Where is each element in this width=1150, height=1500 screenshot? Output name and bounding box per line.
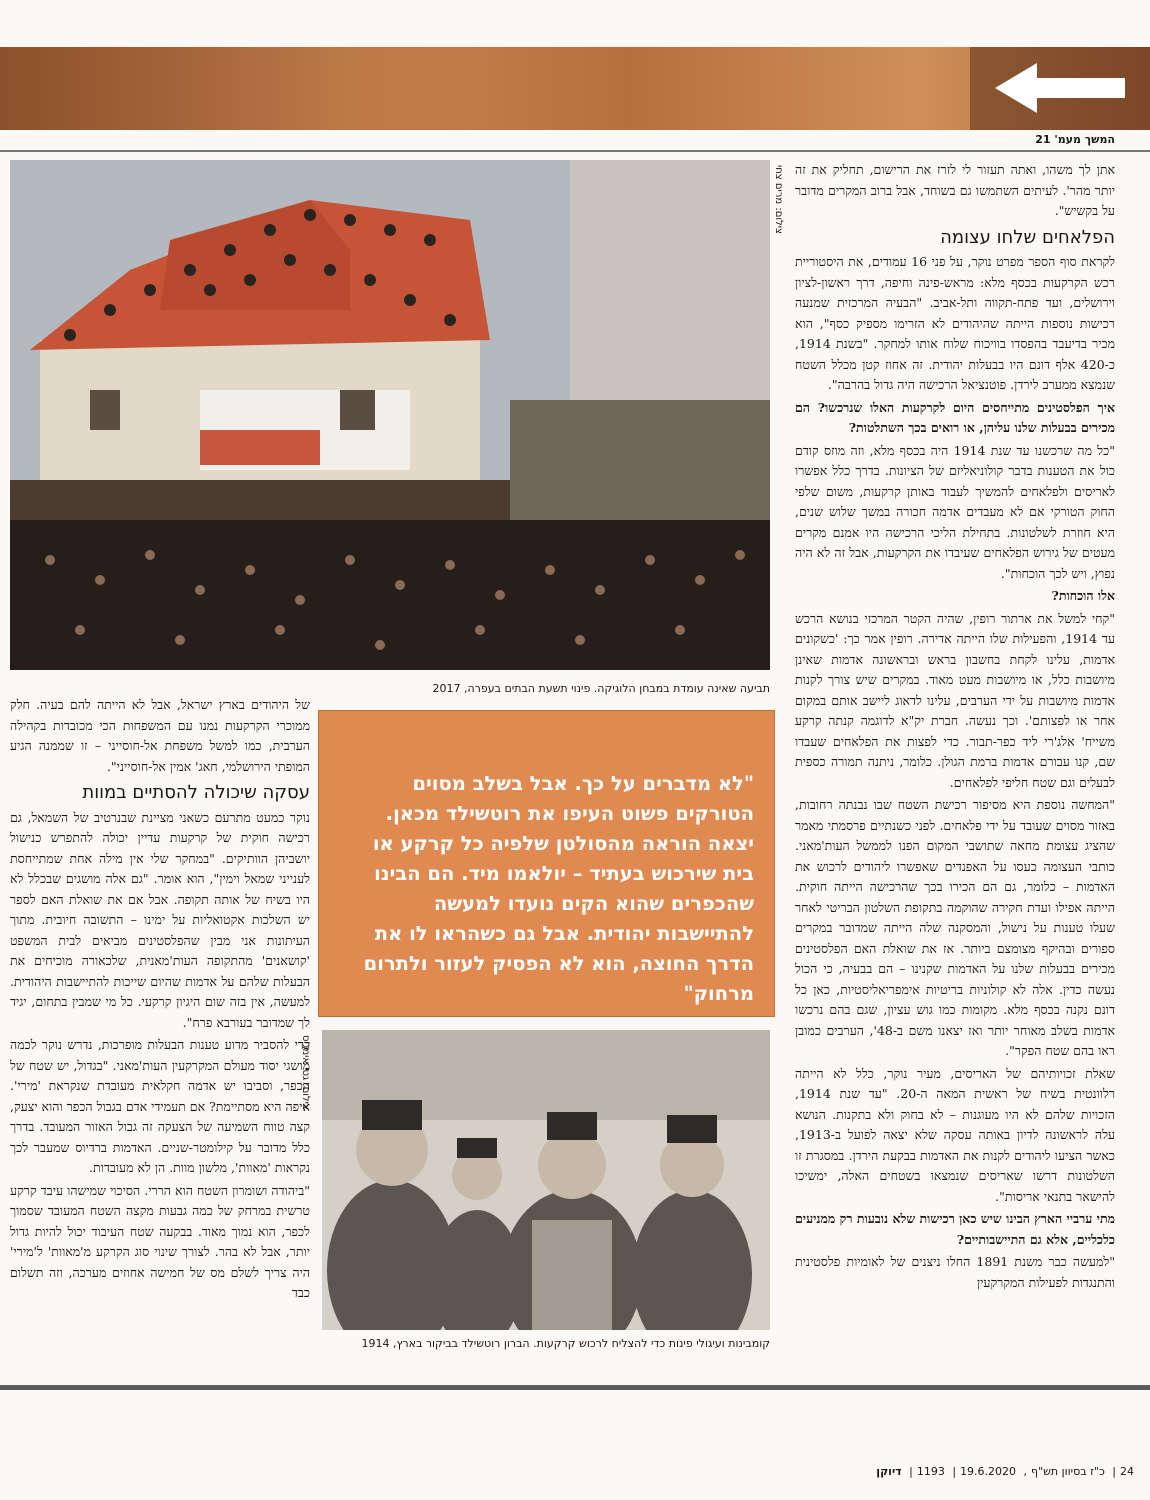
magazine-name: דיוקן — [876, 1465, 902, 1478]
paragraph: נוקר כמעט מתרעם כשאני מציינת שבנרטיב של השמאל, גם רכישה חוקית של קרקעות עדיין יכולה להתפרש כנישול יושביהן הוותיקים. "במחקר שלי אין מילה אחת שמתייחסת לענייני שמאל וימין", הוא אומר. "גם אלה מושגים שבכלל לא היו בשיח של אותה תקופה. אבל אם את שואלת האם לספר יש השלכות אקטואליות על ימינו – התשובה חיובית. מתוך העיתונות אני מבין שהפלסטינים מביאים לבית המשפט 'קושאנים' מהתקופה העות'מאנית, שלכאורה מוכיחים את הבעלות שלהם על אדמות שהיום שייכות להתיישבות היהודית. למעשה, אין בזה שום היגיון קרקעי. כל מי שמבין בתחום, יגיד לך שמדובר בעורבא פרח". — [10, 809, 310, 1030]
interview-question: מתי ערביי הארץ הבינו שיש כאן רכישות שלא נובעות רק ממניעים כלכליים, אלא גם התיישבותיים? — [795, 1211, 1115, 1247]
paragraph: "קחי למשל את ארתור רופין, שהיה הקטר המרכזי בנושא הרכש עד 1914, והפעילות שלו הייתה אדירה. רופין אמר כך: 'כשקונים אדמות, עלינו לקחת בחשבון בראש ובראשונה אדמות שאינן מיושבות כלל, או מיושבות מעט מאוד. במקרים שיש צורך לקנות אדמות מיושבות על ידי הערבים, עלינו לדאוג ליישב אותם במקום אחר או לפצותם'. וכך נעשה. חברת יק"א לדוגמה קנתה קרקע משייח' אלג'רי ליד כפר-תבור. כדי לפצות את הפלאחים שעבדו שם, קנו עבורם אדמות ברמת הגולן. כלומר, ניתנה תמורה כספית לבעלים וגם שטח חליפי לפלאחים. — [795, 610, 1115, 790]
top-rule — [0, 150, 1150, 152]
banner-arrow-panel — [970, 47, 1150, 130]
photo-caption: תביעה שאינה עומדת במבחן הלוגיקה. פינוי תשעת הבתים בעפרה, 2017 — [432, 682, 770, 695]
issue-number: 1193 — [916, 1465, 945, 1478]
paragraph: של היהודים בארץ ישראל, אבל לא הייתה להם בעיה. חלק ממוכרי הקרקעות נמנו עם המשפחות הכי מכובדות בקהילה הערבית, כמו למשל משפחת אל-חוסייני – זו שממנה הגיע המופתי הירושלמי, חאג' אמין אל-חוסייני". — [10, 697, 310, 774]
section-heading: הפלאחים שלחו עצומה — [940, 226, 1115, 248]
paragraph: "כל מה שרכשנו עד שנת 1914 היה בכסף מלא, וזה מוזס קודם כול את הטענות בדבר קולוניאליזם של הציונות. בדרך כלל אפשרו לאריסים ולפלאחים להמשיך לעבוד באותן קרקעות, משום שלפי החוק הטורקי אם לא מעבדים אדמה חכורה במשך שלוש שנים, היא חוזרת לשלטונות. בתחילת הליכי הרכישה היו אמנם מקרים מעטים של גירוש הפלאחים שעיבדו את הקרקעות, אבל זה לא היה נפוץ, ויש לכך הוכחות". — [795, 442, 1115, 581]
paragraph: "למעשה כבר משנת 1891 החלו ניצנים של לאומיות פלסטינית והתנגדות לפעילות המקרקעין — [795, 1254, 1115, 1290]
section-heading: עסקה שיכולה להסתיים במוות — [82, 782, 310, 803]
paragraph: כדי להסביר מדוע טענות הבעלות מופרכות, נדרש נוקר לכמה מושגי יסוד מעולם המקרקעין העות'מאני. "בגדול, יש שטח של הכפר, וסביבו יש אדמה חקלאית מעובדת שנקראת 'מירי'. איפה היא מסתיימת? אם תעמידי אדם בגבול הכפר והוא יצעק, קצה טווח השמיעה של הצעקה זה גבול האזור המעובד. בדרך כלל מדובר על קילומטר-שניים. האדמות ברדיוס שמעבר לכך נקראות 'מאוות', מלשון מוות. הן לא מעובדות. — [10, 1037, 310, 1175]
hebrew-date: כ"ז בסיוון תש"ף — [1031, 1465, 1105, 1478]
left-column — [10, 695, 310, 1306]
section-banner — [0, 47, 1150, 130]
page-number: 24 — [1120, 1465, 1134, 1478]
interview-question: איך הפלסטינים מתייחסים היום לקרקעות האלו שנרכשו? הם מכירים בבעלות שלנו עליהן, או רואים בכך השתלטות? — [795, 399, 1115, 435]
pull-quote: "לא מדברים על כך. אבל בשלב מסוים הטורקים פשוט העיפו את רוטשילד מכאן. יצאה הוראה מהסולטן שלפיה כל קרקע או בית שירכוש בעתיד – יולאמו מיד. הם הבינו שהכפרים שהוא הקים נועדו למעשה להתיישבות יהודית. אבל גם כשהראו לו את הדרך החוצה, הוא לא הפסיק לעזור ולתרום מרחוק" — [363, 772, 754, 1005]
continued-note: המשך מעמ' 21 — [1035, 133, 1115, 146]
right-column — [795, 160, 1115, 1295]
interview-question: אלו הוכחות? — [1051, 588, 1115, 603]
page-footer: 24| כ"ז בסיוון תש"ף, 19.6.2020| 1193| דיוקן — [876, 1465, 1134, 1478]
arrow-left-icon — [985, 55, 1135, 121]
banner-texture — [0, 47, 780, 130]
date: 19.6.2020 — [960, 1465, 1017, 1478]
pull-quote-box — [318, 710, 775, 1017]
paragraph: "המחשה נוספת היא מסיפור רכישת השטח שבו נבנתה רחובות, באזור מסוים שעובד על ידי פלאחים. לפני כשנתיים פרסמתי מאמר שהציג עצומת מחאה שתושבי המקום הפנו לממשל העות'מאני. כותבי העצומה כעסו על האפנדים שאפשרו ליהודים לרכוש את האדמות – כלומר, גם הם הכירו בכך שהרכישה הייתה חוקית. הייתה אפילו ועדת חקירה שהוקמה בתקופת השלטון הבריטי לאחר שעלו טענות על נישול, והמסקנה שלה הייתה שמדובר במקרים ספורים ובהיקף מצומצם ביותר. אז את שואלת האם הפלסטינים מכירים בבעלות שלנו על האדמות שקנינו – הם בבעיה, כי הכול נעשה כדין. אלה לא קולוניות בריטיות אימפריאליסטיות, כאן כל דונם נקנה בכסף מלא. מקומות כמו גוש עציון, שגם בהם נרכשו אדמות בשלב מאוחר יותר ואז יצאנו משם ב-48', הערבים כמובן ראו בהם שטח הפקר". — [795, 797, 1115, 1058]
paragraph: לקראת סוף הספר מפרט נוקר, על פני 16 עמודים, את היסטוריית רכש הקרקעות בכסף מלא: מראש-פינה וחיפה, דרך ראשון-לציון וירושלים, ועד פתח-תקווה ותל-אביב. "הבעיה המרכזית שמנעה רכישות נוספות הייתה שהיהודים לא הזרימו מספיק כסף", הוא מכיר בדיעבד בהפסדו בוויכוח שלוח אותו למחקר. "בשנת 1914, כ-420 אלף דונם היו בבעלות יהודית. זה אחוז קטן מכלל השטח שנמצא ממערב לירדן. פוטנציאל הרכישה היה גדול בהרבה". — [795, 254, 1115, 392]
paragraph: אתן לך משהו, ואתה תעזור לי לזרז את הרישום, תחליק את זה יותר מהר'. לעיתים השתמשו גם בשוחד, אבל ברוב המקרים מדובר על בקשיש". — [795, 162, 1115, 218]
photo-credit: צילום: מרים צחי — [773, 165, 784, 234]
photo-credit: צילום: גטי אימג'ס — [300, 1035, 311, 1110]
photo-rothschild-visit — [322, 1030, 770, 1330]
bottom-rule — [0, 1385, 1150, 1390]
paragraph: שאלת זכויותיהם של האריסים, מעיר נוקר, כלל לא הייתה רלוונטית בשיח של ראשית המאה ה-20. "עד שנת 1914, הזכויות שלהם לא היו מעוגנות – לא בחוק ולא בתקנות. הנושא עלה לראשונה לדיון באותה עסקה שלא יצאה לפועל ב-1913, כאשר הציעו ליהודים לקנות את האדמות בבקעת הירדן. במסגרת זו השלטונות דרשו שאריסים שנמצאו בשטחים האלה, ימשיכו להישאר בתנאי אריסות". — [795, 1065, 1115, 1204]
photo-caption: קומבינות ועיגולי פינות כדי להצליח לרכוש קרקעות. הברון רוטשילד בביקור בארץ, 1914 — [361, 1337, 770, 1350]
rooftop-crowd-illustration — [10, 160, 770, 670]
photo-amona-rooftop — [10, 160, 770, 670]
historical-portrait-illustration — [322, 1030, 770, 1330]
paragraph: "ביהודה ושומרון השטח הוא הררי. הסיכוי שמישהו עיבד קרקע טרשית במרחק של כמה גבעות מקצה השטח המעובד שסמוך לכפר, הוא נמוך מאוד. בבקעה שטח העיבוד יכול להיות גדול יותר, אבל לא בהר. לצורך שינוי סוג הקרקע מ'מאוות' ל'מירי' היה צריך לשלם מס של חמישה אחוזים מערכה, וזה תשלום כבד — [10, 1182, 310, 1300]
